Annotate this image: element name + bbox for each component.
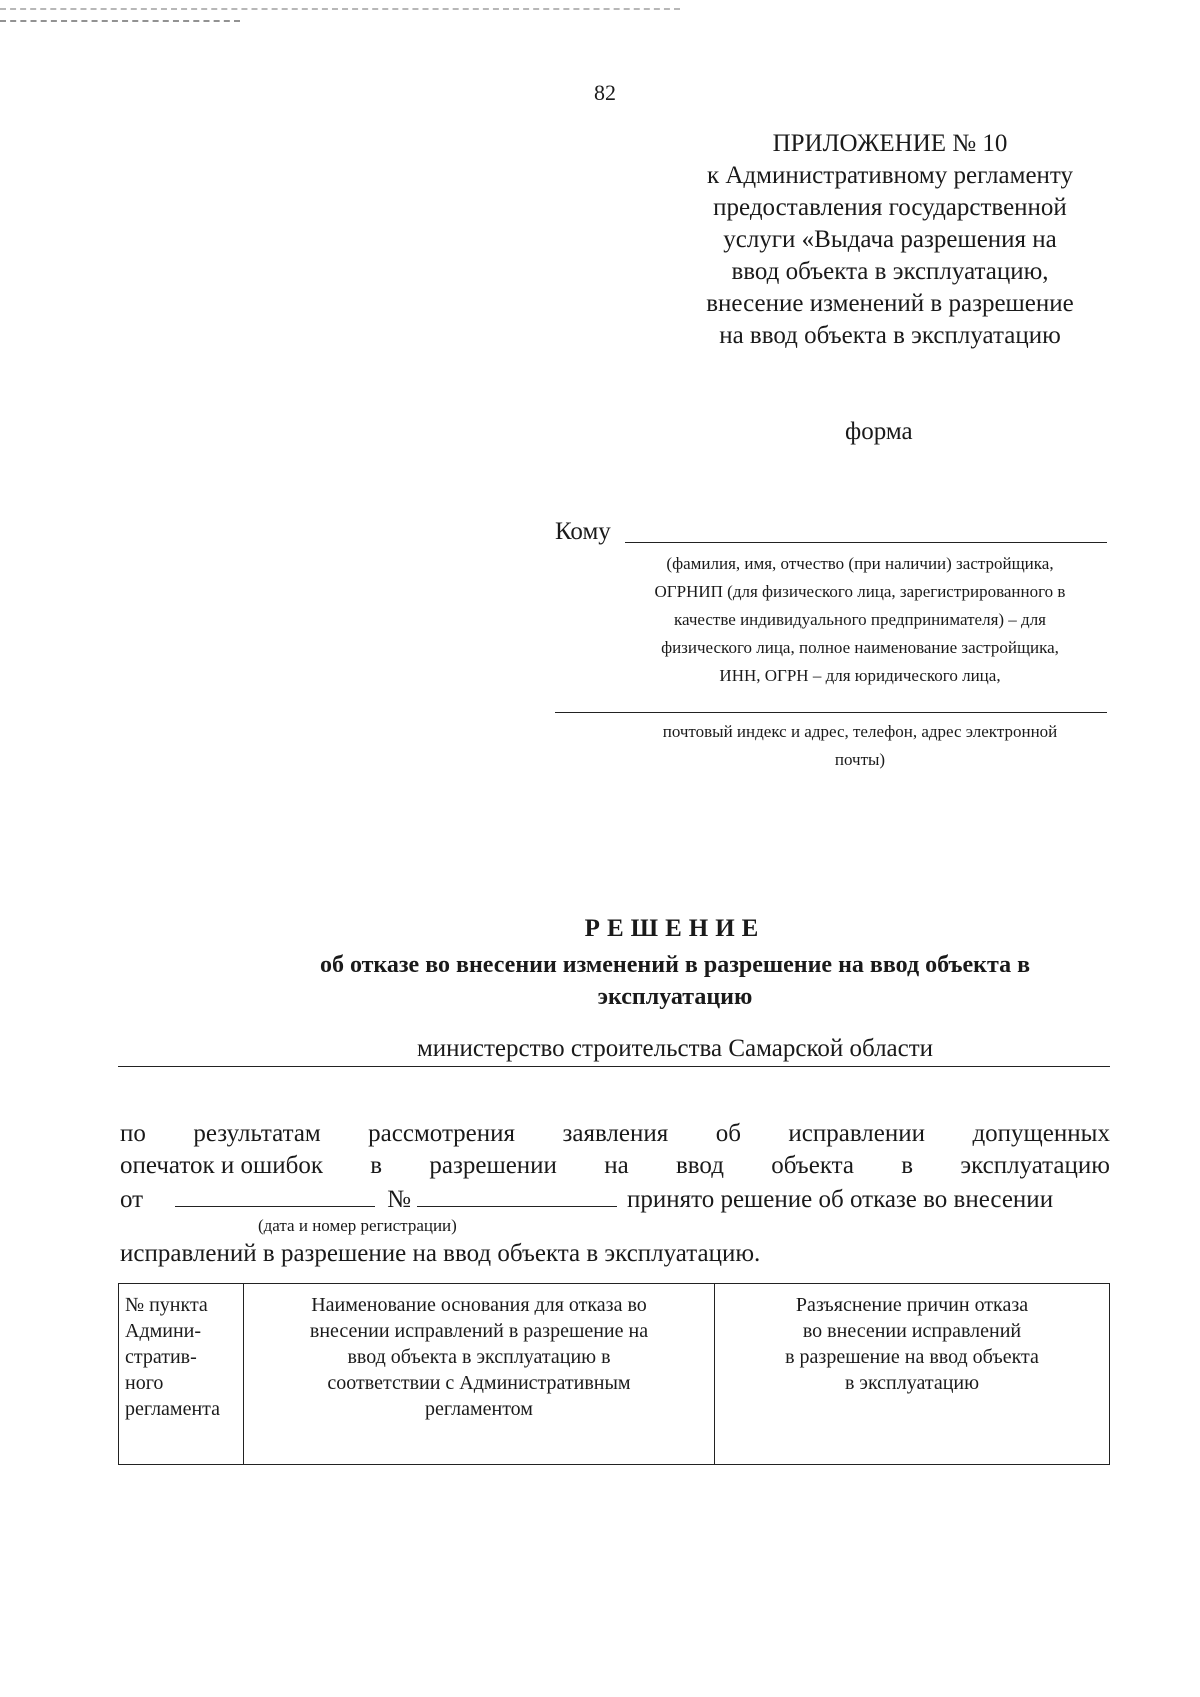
caption-line: почтовый индекс и адрес, телефон, адрес электронной — [662, 722, 1058, 741]
word: в — [901, 1152, 914, 1179]
from-label: от — [120, 1186, 144, 1213]
header-line: Разъяснение причин отказа — [795, 1294, 1029, 1316]
number-sign: № — [387, 1186, 411, 1213]
word: эксплуатацию — [960, 1152, 1110, 1179]
header-cell-clause — [119, 1284, 244, 1465]
caption-line: качестве индивидуального предпринимателя) – для — [674, 610, 1046, 629]
decision-title: РЕШЕНИЕ — [584, 915, 766, 942]
appendix-line: к Административному регламенту — [706, 162, 1074, 189]
registration-number-blank[interactable] — [417, 1184, 617, 1207]
appendix-header — [665, 128, 1115, 352]
header-line: в эксплуатацию — [844, 1372, 980, 1394]
header-line: № пункта — [125, 1294, 208, 1316]
registration-caption: (дата и номер регистрации) — [258, 1216, 457, 1235]
header-line: в разрешение на ввод объекта — [785, 1346, 1039, 1368]
appendix-line: услуги «Выдача разрешения на — [723, 226, 1057, 253]
word: по — [120, 1120, 146, 1147]
word: заявления — [562, 1120, 669, 1147]
header-line: внесении исправлений в разрешение на — [309, 1320, 649, 1342]
appendix-line: внесение изменений в разрешение — [706, 290, 1074, 317]
authority-underline — [118, 1066, 1110, 1067]
header-line: Наименование основания для отказа во — [311, 1294, 647, 1316]
body-line-2 — [120, 1152, 1110, 1180]
refusal-reasons-table — [118, 1283, 1110, 1465]
word: об — [715, 1120, 741, 1147]
word: на — [604, 1152, 629, 1179]
table-header-row — [119, 1284, 1110, 1465]
recipient-label: Кому — [555, 518, 611, 545]
header-line: стратив- — [125, 1346, 197, 1368]
word: разрешении — [429, 1152, 557, 1179]
word: исправлении — [788, 1120, 926, 1147]
header-cell-explanation — [715, 1284, 1110, 1465]
caption-line: физического лица, полное наименование застройщика, — [661, 638, 1059, 657]
decision-subtitle — [120, 949, 1200, 1013]
scan-edge-artifact — [0, 20, 240, 22]
body-line-1 — [120, 1120, 1110, 1148]
body-line-3 — [120, 1184, 1110, 1214]
appendix-line: ПРИЛОЖЕНИЕ № 10 — [772, 130, 1008, 157]
word: результатам — [193, 1120, 321, 1147]
recipient-field-line[interactable] — [625, 542, 1107, 543]
caption-line: ОГРНИП (для физического лица, зарегистрированного в — [654, 582, 1066, 601]
header-line: во внесении исправлений — [802, 1320, 1022, 1342]
word: объекта — [771, 1152, 854, 1179]
registration-date-blank[interactable] — [175, 1184, 375, 1207]
appendix-line: на ввод объекта в эксплуатацию — [719, 322, 1061, 349]
caption-line: (фамилия, имя, отчество (при наличии) застройщика, — [666, 554, 1054, 573]
subtitle-line: эксплуатацию — [597, 984, 753, 1010]
appendix-line: предоставления государственной — [713, 194, 1067, 221]
caption-line: ИНН, ОГРН – для юридического лица, — [719, 666, 1001, 685]
form-label: форма — [845, 418, 913, 445]
body-line-4: исправлений в разрешение на ввод объекта в эксплуатацию. — [120, 1240, 761, 1267]
header-line: регламентом — [425, 1398, 533, 1420]
header-line: ввод объекта в эксплуатацию в — [347, 1346, 611, 1368]
header-line: Админи- — [125, 1320, 202, 1342]
word: рассмотрения — [368, 1120, 516, 1147]
recipient-caption — [600, 550, 1120, 690]
subtitle-line: об отказе во внесении изменений в разрешение на ввод объекта в — [319, 952, 1031, 978]
word: в — [370, 1152, 383, 1179]
body-line-3-tail: принято решение об отказе во внесении — [626, 1186, 1054, 1213]
page-number: 82 — [594, 80, 616, 105]
issuing-authority: министерство строительства Самарской области — [416, 1035, 934, 1062]
recipient-address-line[interactable] — [555, 712, 1107, 713]
word: ввод — [675, 1152, 724, 1179]
header-line: ного — [125, 1372, 164, 1394]
word: допущенных — [972, 1120, 1110, 1147]
header-cell-grounds — [244, 1284, 715, 1465]
word: опечаток и ошибок — [120, 1152, 323, 1179]
header-line: регламента — [125, 1398, 221, 1420]
appendix-line: ввод объекта в эксплуатацию, — [731, 258, 1049, 285]
recipient-address-caption — [600, 718, 1120, 774]
scan-edge-artifact — [0, 8, 680, 10]
caption-line: почты) — [834, 750, 886, 769]
header-line: соответствии с Административным — [327, 1372, 631, 1394]
